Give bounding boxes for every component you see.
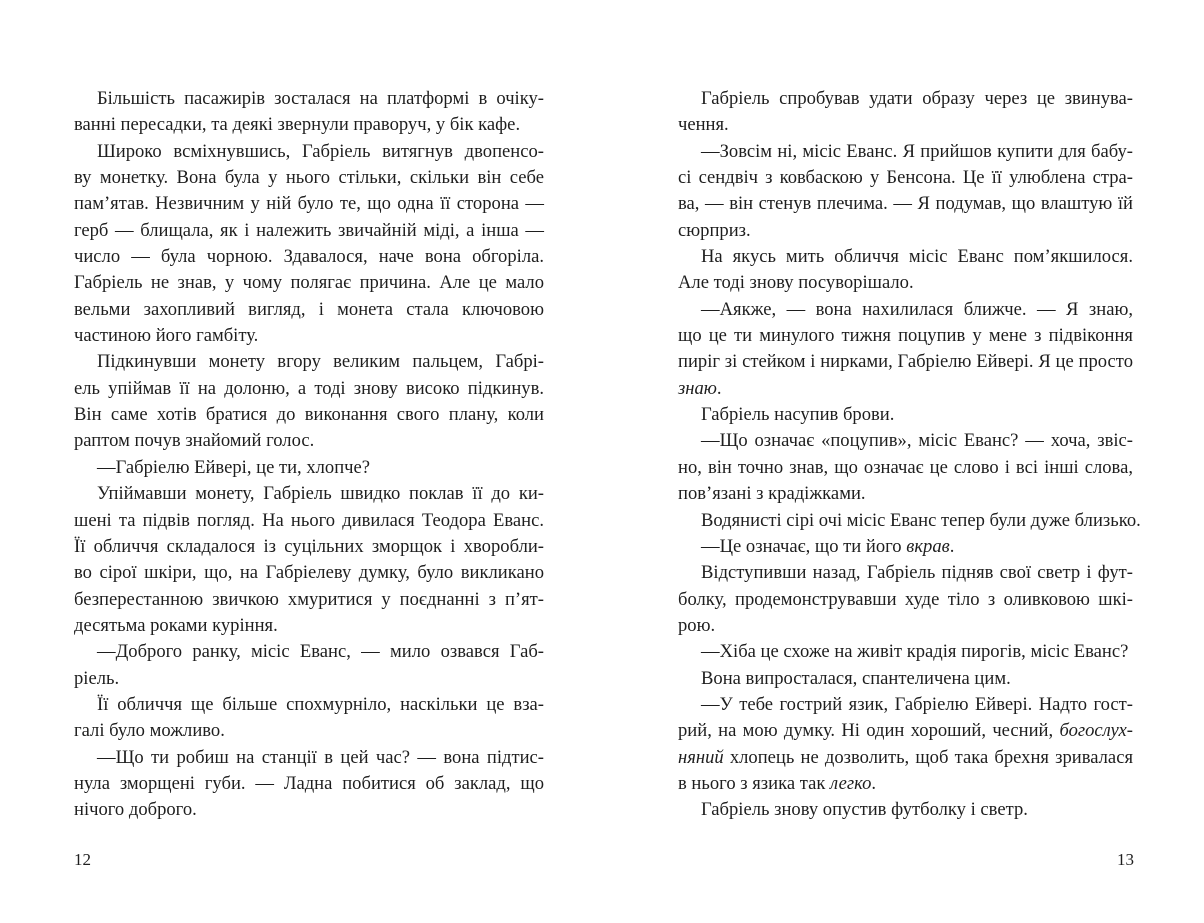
italic-text: няний — [678, 746, 724, 768]
text-segment: —Це означає, що ти його — [701, 535, 907, 557]
text-line — [678, 639, 1133, 665]
text-line — [74, 455, 544, 481]
text-line — [74, 86, 544, 112]
text-segment: рою. — [678, 614, 716, 636]
text-segment: частиною його гамбіту. — [74, 325, 259, 347]
text-line — [74, 771, 544, 797]
text-segment: число — була чорною. Здавалося, наче вона обгоріла. — [74, 246, 544, 268]
text-segment: що це ти минулого тижня поцупив у мене з підвіконня — [678, 325, 1133, 347]
right-page-text — [678, 86, 1141, 824]
text-line — [678, 244, 1133, 270]
text-segment: Підкинувши монету вгору великим пальцем, Габрі- — [97, 351, 544, 373]
text-segment: Її обличчя ще більше спохмурніло, наскільки це вза- — [97, 693, 544, 715]
text-segment: Вона випросталася, спантеличена цим. — [701, 667, 1011, 689]
text-segment: На якусь мить обличчя місіс Еванс пом’якшилося. — [701, 246, 1133, 268]
text-line — [74, 666, 544, 692]
text-segment: безперестанною звичкою хмуритися у поєднанні з п’ят- — [74, 588, 544, 610]
text-line — [74, 244, 544, 270]
text-line — [678, 508, 1141, 534]
text-segment: сюрприз. — [678, 219, 751, 241]
text-segment: десятьма роками куріння. — [74, 614, 278, 636]
text-line — [678, 587, 1133, 613]
text-segment: галі було можливо. — [74, 720, 225, 742]
text-line — [74, 797, 544, 823]
text-segment: ріель. — [74, 667, 120, 689]
text-line — [678, 797, 1133, 823]
text-line — [74, 587, 544, 613]
text-segment: —Доброго ранку, місіс Еванс, — мило озвався Габ- — [97, 641, 544, 663]
text-line — [74, 270, 544, 296]
text-line — [678, 455, 1133, 481]
text-segment: хлопець не дозволить, щоб така брехня зривалася — [723, 746, 1133, 768]
text-line — [74, 297, 544, 323]
text-segment: —Зовсім ні, місіс Еванс. Я прийшов купити для бабу- — [701, 140, 1133, 162]
text-line — [678, 402, 1133, 428]
text-segment: шені та підвів погляд. На нього дивилася Теодора Еванс. — [74, 509, 544, 531]
text-segment: ель упіймав її на долоню, а тоді знову високо підкинув. — [74, 377, 544, 399]
text-segment: Водянисті сірі очі місіс Еванс тепер були дуже близько. — [701, 509, 1141, 531]
text-segment: Габріель не знав, у чому полягає причина. Але це мало — [74, 272, 544, 294]
text-line — [74, 139, 544, 165]
text-segment: пов’язані з крадіжками. — [678, 483, 866, 505]
text-segment: ву монетку. Вона була у нього стільки, скільки він себе — [74, 167, 544, 189]
text-segment: рий, на мою думку. Ні один хороший, чесний, — [678, 720, 1060, 742]
text-segment: —Що ти робиш на станції в цей час? — вона підтис- — [97, 746, 544, 768]
left-page-text — [74, 86, 544, 824]
text-segment: Широко всміхнувшись, Габріель витягнув двопенсо- — [97, 140, 544, 162]
text-line — [678, 745, 1133, 771]
text-segment: во сірої шкіри, що, на Габріелеву думку, було викликано — [74, 562, 544, 584]
text-line — [74, 349, 544, 375]
page-number-right: 13 — [1117, 850, 1134, 869]
text-line — [678, 560, 1133, 586]
text-line — [678, 718, 1133, 744]
text-line — [678, 771, 1133, 797]
text-line — [678, 613, 1133, 639]
text-segment: пиріг зі стейком і нирками, Габріелю Ейвері. Я це просто — [678, 351, 1133, 373]
text-line — [678, 481, 1133, 507]
italic-text: вкрав — [906, 535, 950, 557]
text-segment: Він саме хотів братися до виконання свого плану, коли — [74, 404, 544, 426]
text-segment: . — [716, 377, 722, 399]
text-segment: сі сендвіч з ковбаскою у Бенсона. Це її улюблена стра- — [678, 167, 1133, 189]
text-line — [74, 323, 544, 349]
text-line — [678, 165, 1133, 191]
text-line — [74, 692, 544, 718]
text-line — [678, 86, 1133, 112]
text-segment: Але тоді знову посуворішало. — [678, 272, 914, 294]
text-line — [74, 534, 544, 560]
text-line — [678, 666, 1133, 692]
text-segment: . — [949, 535, 955, 557]
text-line — [74, 191, 544, 217]
text-segment: нула зморщені губи. — Ладна побитися об заклад, що — [74, 772, 544, 794]
text-segment: Габріель спробував удати образу через це звинува- — [701, 88, 1133, 109]
italic-text: богослух- — [1059, 720, 1133, 742]
text-segment: ванні пересадки, та деякі звернули праворуч, у бік кафе. — [74, 114, 521, 136]
text-segment: —Хіба це схоже на живіт крадія пирогів, місіс Еванс? — [701, 641, 1129, 663]
text-line — [678, 323, 1133, 349]
text-segment: Габріель знову опустив футболку і светр. — [701, 799, 1028, 821]
text-line — [74, 560, 544, 586]
text-line — [74, 165, 544, 191]
text-segment: Упіймавши монету, Габріель швидко поклав її до ки- — [97, 483, 544, 505]
text-segment: Її обличчя складалося із суцільних зморщок і хворобли- — [74, 535, 544, 557]
text-line — [74, 718, 544, 744]
italic-text: легко — [830, 772, 872, 794]
text-line — [74, 481, 544, 507]
text-segment: в нього з язика так — [678, 772, 831, 794]
text-line — [678, 191, 1133, 217]
text-line — [74, 376, 544, 402]
text-segment: чення. — [678, 114, 729, 136]
text-line — [74, 613, 544, 639]
text-line — [74, 112, 544, 138]
text-segment: болку, продемонструвавши худе тіло з оливковою шкі- — [678, 588, 1133, 610]
text-segment: но, він точно знав, що означає це слово і всі інші слова, — [678, 456, 1133, 478]
text-line — [678, 218, 1133, 244]
text-segment: Габріель насупив брови. — [701, 404, 895, 426]
text-line — [74, 402, 544, 428]
text-line — [678, 692, 1133, 718]
text-line — [678, 428, 1133, 454]
text-segment: . — [871, 772, 877, 794]
text-line — [74, 428, 544, 454]
text-line — [74, 508, 544, 534]
text-segment: Відступивши назад, Габріель підняв свої светр і фут- — [701, 562, 1133, 584]
text-segment: —Габріелю Ейвері, це ти, хлопче? — [97, 456, 371, 478]
text-segment: раптом почув знайомий голос. — [74, 430, 315, 452]
italic-text: знаю — [678, 377, 717, 399]
text-line — [74, 218, 544, 244]
text-line — [678, 349, 1133, 375]
text-segment: герб — блищала, як і належить звичайній міді, а інша — — [74, 219, 544, 241]
text-segment: ва, — він стенув плечима. — Я подумав, що влаштую їй — [678, 193, 1133, 215]
page-number-left: 12 — [74, 850, 91, 869]
text-segment: —У тебе гострий язик, Габріелю Ейвері. Надто гост- — [701, 693, 1133, 715]
text-line — [678, 139, 1133, 165]
text-segment: —Що означає «поцупив», місіс Еванс? — хоча, звіс- — [701, 430, 1133, 452]
text-segment: вельми захопливий вигляд, і монета стала ключовою — [74, 298, 544, 320]
text-segment: —Аякже, — вона нахилилася ближче. — Я знаю, — [701, 298, 1133, 320]
text-segment: пам’ятав. Незвичним у ній було те, що одна її сторона — — [74, 193, 544, 215]
text-line — [678, 270, 1133, 296]
text-line — [678, 112, 1133, 138]
text-line — [74, 745, 544, 771]
text-line — [74, 639, 544, 665]
text-segment: Більшість пасажирів зосталася на платформі в очіку- — [97, 88, 544, 109]
text-line — [678, 297, 1133, 323]
text-line — [678, 376, 1133, 402]
text-line — [678, 534, 1133, 560]
text-segment: нічого доброго. — [74, 799, 197, 821]
